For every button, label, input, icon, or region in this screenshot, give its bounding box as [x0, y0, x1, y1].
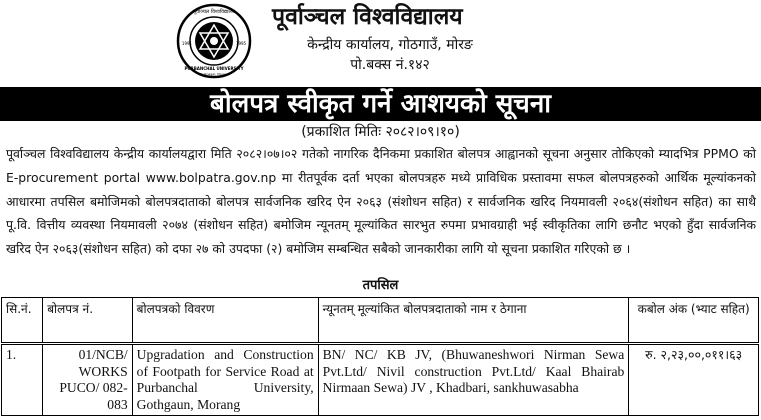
- logo-tiny-text: Biratnagar, Morang: [199, 72, 229, 76]
- table-header-row: [2, 298, 759, 344]
- logo-year-left: 1991: [181, 41, 193, 46]
- published-date: (प्रकाशित मितिः २०८२।०९।१०): [301, 124, 460, 140]
- header-description: बोलपत्रको विवरण: [132, 298, 318, 344]
- header-bid-no: बोलपत्र नं.: [43, 298, 132, 344]
- logo-top-text: पूर्वाञ्चल विश्वविद्यालय: [193, 9, 235, 15]
- notice-title: बोलपत्र स्वीकृत गर्ने आशयको सूचना: [0, 87, 761, 121]
- header-amount: कबोल अंक (भ्याट सहित): [629, 298, 759, 344]
- header-sn: सि.नं.: [2, 298, 43, 344]
- university-name: पूर्वाञ्चल विश्वविद्यालय: [272, 4, 463, 30]
- row-description: Upgradation and Construction of Footpath for Service Road at Purbanchal University, Gothgaun, Morang: [132, 344, 318, 416]
- po-box: पो.बक्स नं.१४२: [350, 57, 430, 73]
- award-table: [1, 297, 759, 416]
- logo-bottom-text: PURBANCHAL UNIVERSITY: [184, 66, 244, 71]
- logo-year-right: 1995: [235, 41, 247, 46]
- row-sn: 1.: [2, 344, 43, 416]
- row-amount: रु. २,२३,००,०११।६३: [629, 344, 759, 416]
- table-row: [2, 344, 759, 416]
- row-bidder: BN/ NC/ KB JV, (Bhuwaneshwori Nirman Sewa Pvt.Ltd/ Nivil construction Pvt.Ltd/ Kaal Bhairab Nirmaan Sewa) JV , Khadbari, sankhuwasabha: [318, 344, 629, 416]
- header-bidder: न्यूनतम् मूल्यांकित बोलपत्रदाताको नाम र ठेगाना: [318, 298, 629, 344]
- office-address: केन्द्रीय कार्यालय, गोठगाउँ, मोरङ: [307, 37, 473, 53]
- table-title: तपसिल: [362, 278, 399, 293]
- university-logo: [176, 3, 252, 79]
- notice-body: पूर्वाञ्चल विश्वविद्यालय केन्द्रीय कार्यालयद्वारा मिति २०८२।०७।०२ गतेको नागरिक दैनिकमा प्रकाशित बोलपत्र आह्वानको सूचना अनुसार तोकिएको म्यादभित्र PPMO को E-procurement portal www.bolpatra.gov.np मा रीतपूर्वक दर्ता भएका बोलपत्रहरु मध्ये प्राविधिक प्रस्तावमा सफल बोलपत्रहरुको आर्थिक मूल्यांकनको आधारमा तपसिल बमोजिमको बोलपत्रदाताको बोलपत्र सार्वजनिक खरिद ऐन २०६३ (संशोधन सहित) र सार्वजनिक खरिद नियमावली २०६४(संशोधन सहित) का साथै पू.वि. वित्तीय व्यवस्था नियमावली २०७४ (संशोधन सहित) बमोजिम न्यूनतम् मूल्यांकित सारभुत रुपमा प्रभावग्राही भई स्वीकृतिका लागि छनौट भएको हुँदा सार्वजनिक खरिद ऐन २०६३(संशोधन सहित) को दफा २७ को उपदफा (२) बमोजिम सम्बन्धित सबैको जानकारीका लागि यो सूचना प्रकाशित गरिएको छ ।: [6, 146, 757, 257]
- row-bid-no: 01/NCB/ WORKS PUCO/ 082-083: [43, 344, 132, 416]
